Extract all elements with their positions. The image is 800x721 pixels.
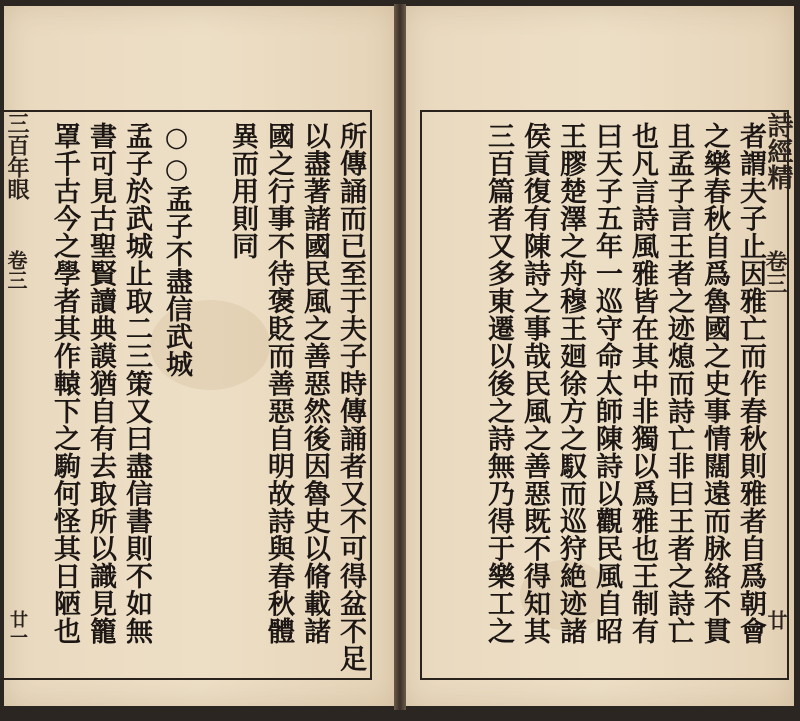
left-margin-title: 三百年眼	[4, 112, 30, 200]
left-column-4: 異而用則同	[227, 122, 258, 260]
right-column-2: 之樂春秋自爲魯國之史事情闊遠而脉絡不貫	[699, 122, 730, 645]
left-column-3: 國之行事不待褒貶而善惡自明故詩與春秋體	[263, 122, 294, 645]
right-column-7: 侯貢復有陳詩之事哉民風之善惡既不得知其	[519, 122, 550, 645]
right-column-1: 者謂夫子止因雅亡而作春秋則雅者自爲朝會	[735, 122, 766, 645]
right-column-4: 也凡言詩風雅皆在其中非獨以爲雅也王制有	[627, 122, 658, 645]
right-column-8: 三百篇者又多東遷以後之詩無乃得于樂工之	[483, 122, 514, 645]
right-margin-volume: 卷三	[762, 250, 788, 294]
right-column-6: 王膠楚澤之舟穆王廻徐方之馭而巡狩絶迹諸	[555, 122, 586, 645]
right-folio: 廿	[764, 610, 788, 630]
left-heading-column: ○○孟子不盡信武城	[161, 122, 192, 378]
left-folio: 廿一	[7, 610, 28, 646]
left-margin-volume: 卷三	[4, 250, 28, 290]
left-column-8: 書可見古聖賢讀典謨猶自有去取所以識見籠	[85, 122, 116, 645]
left-column-7: 孟子於武城止取二三策又曰盡信書則不如無	[121, 122, 152, 645]
left-column-2: 以盡著諸國民風之善惡然後因魯史以脩載諸	[299, 122, 330, 645]
right-margin-title: 詩經精	[763, 112, 793, 190]
left-column-9: 罩千古今之學者其作轅下之駒何怪其日陋也	[49, 122, 80, 645]
right-column-5: 曰天子五年一巡守命太師陳詩以觀民風自昭	[591, 122, 622, 645]
right-column-3: 且孟子言王者之迹熄而詩亡非曰王者之詩亡	[663, 122, 694, 645]
left-column-1: 所傳誦而已至于夫子時傳誦者又不可得盆不足	[335, 122, 366, 672]
book-gutter	[394, 4, 406, 710]
